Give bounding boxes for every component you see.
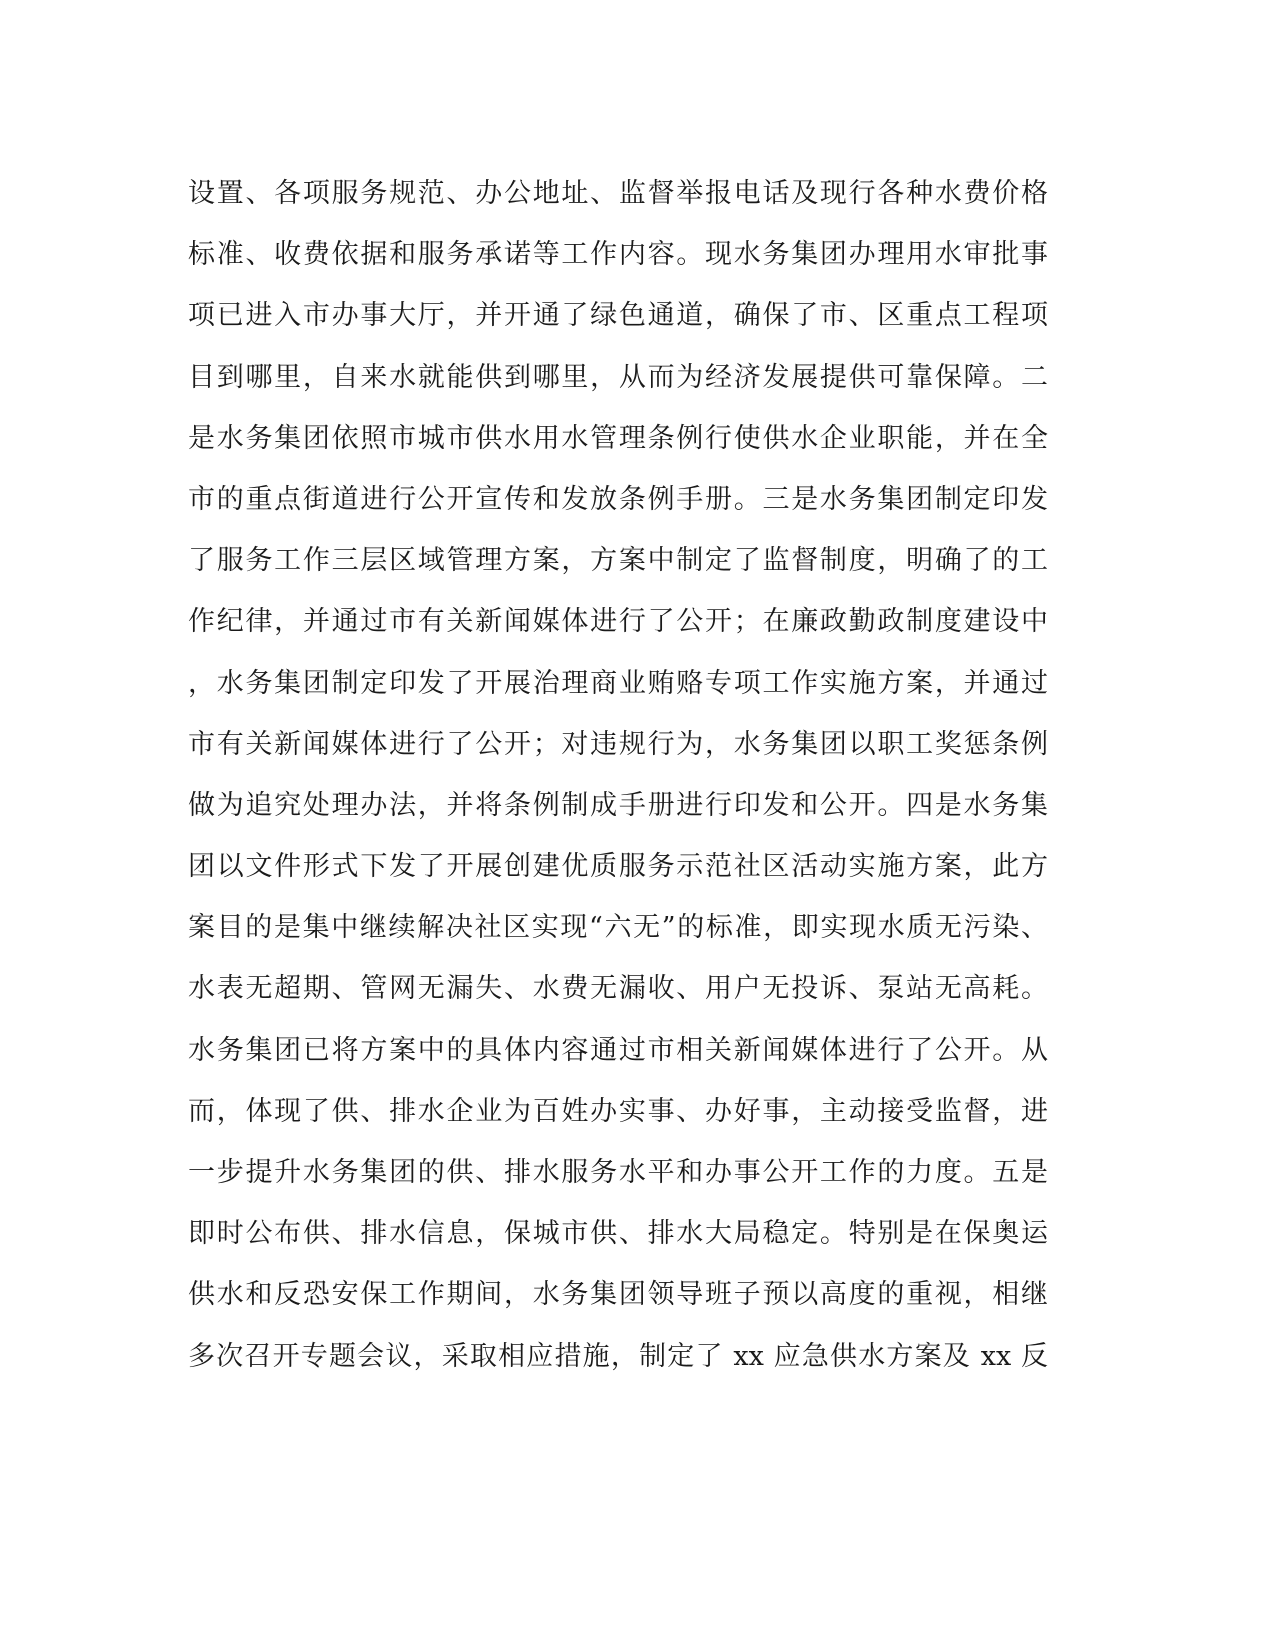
text-line: 设置、各项服务规范、办公地址、监督举报电话及现行各种水费价格: [188, 178, 1048, 209]
text-line: 团以文件形式下发了开展创建优质服务示范社区活动实施方案，此方: [188, 851, 1048, 883]
text-line: 项已进入市办事大厅，并开通了绿色通道，确保了市、区重点工程项: [188, 300, 1048, 332]
text-line: 标准、收费依据和服务承诺等工作内容。现水务集团办理用水审批事: [188, 239, 1048, 271]
text-line: 市有关新闻媒体进行了公开；对违规行为，水务集团以职工奖惩条例: [188, 728, 1048, 760]
text-line: ，水务集团制定印发了开展治理商业贿赂专项工作实施方案，并通过: [188, 667, 1048, 699]
text-line: 供水和反恐安保工作期间，水务集团领导班子预以高度的重视，相继: [188, 1279, 1048, 1311]
text-line: 了服务工作三层区域管理方案，方案中制定了监督制度，明确了的工: [188, 545, 1048, 577]
text-line: 市的重点街道进行公开宣传和发放条例手册。三是水务集团制定印发: [188, 483, 1048, 515]
text-line: 即时公布供、排水信息，保城市供、排水大局稳定。特别是在保奥运: [188, 1218, 1048, 1250]
text-line: 一步提升水务集团的供、排水服务水平和办事公开工作的力度。五是: [188, 1157, 1048, 1188]
text-line: 案目的是集中继续解决社区实现“六无”的标准，即实现水质无污染、: [188, 912, 1048, 944]
text-line: 而，体现了供、排水企业为百姓办实事、办好事，主动接受监督，进: [188, 1095, 1048, 1127]
text-line: 水务集团已将方案中的具体内容通过市相关新闻媒体进行了公开。从: [188, 1034, 1048, 1066]
text-line: 作纪律，并通过市有关新闻媒体进行了公开；在廉政勤政制度建设中: [188, 606, 1048, 638]
text-line: 是水务集团依照市城市供水用水管理条例行使供水企业职能，并在全: [188, 422, 1048, 454]
text-line: 多次召开专题会议，采取相应措施，制定了 xx 应急供水方案及 xx 反: [188, 1340, 1048, 1372]
text-line: 目到哪里，自来水就能供到哪里，从而为经济发展提供可靠保障。二: [188, 361, 1048, 393]
text-line: 水表无超期、管网无漏失、水费无漏收、用户无投诉、泵站无高耗。: [188, 973, 1048, 1005]
text-line: 做为追究处理办法，并将条例制成手册进行印发和公开。四是水务集: [188, 789, 1048, 821]
body-text: [188, 163, 1048, 1387]
